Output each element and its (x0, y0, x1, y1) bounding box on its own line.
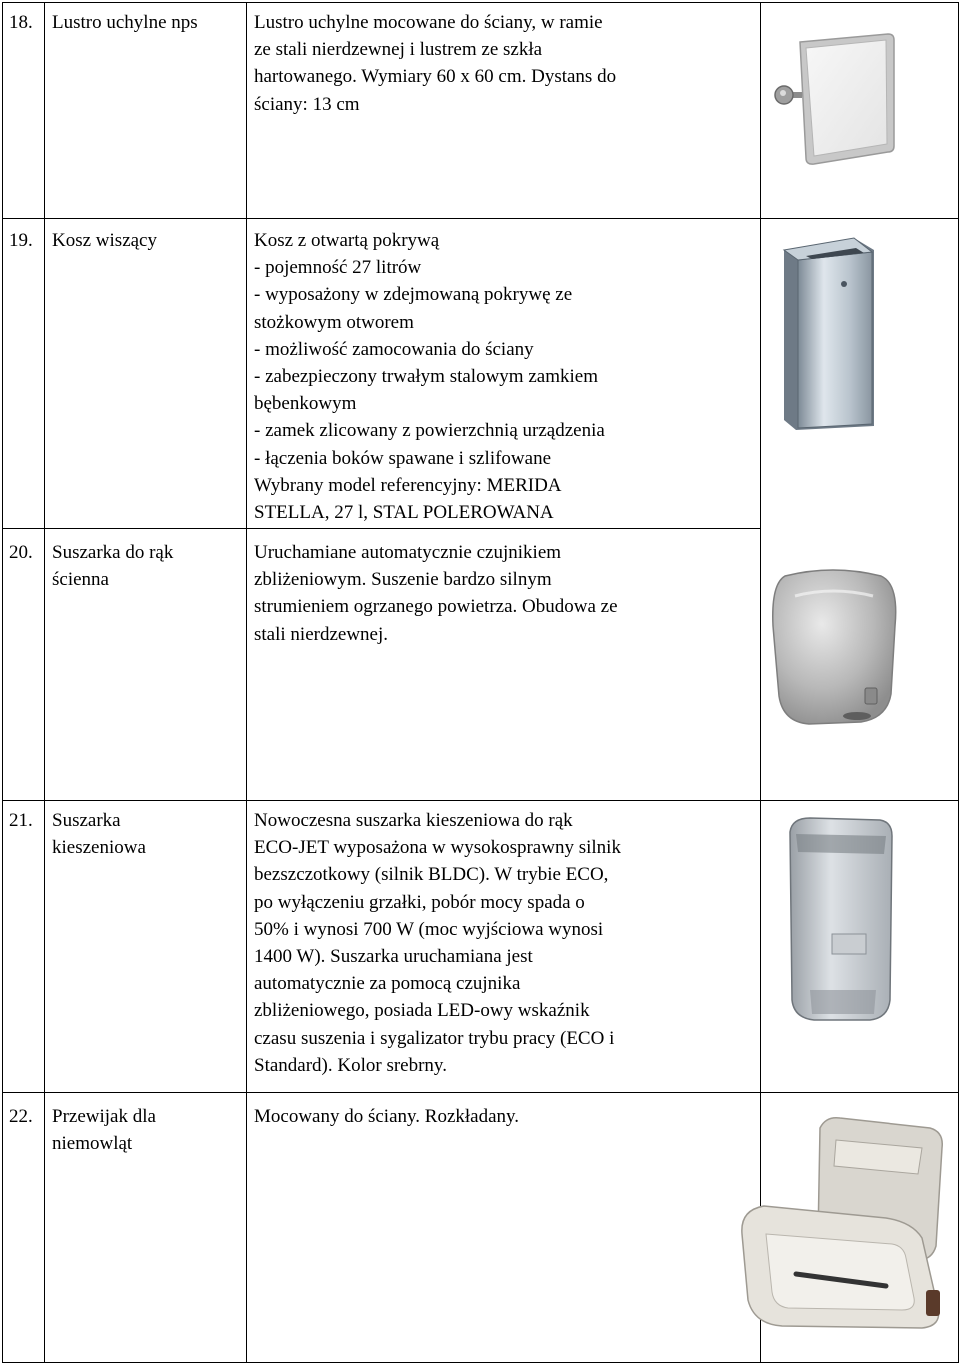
baby-changing-table-image (736, 1114, 952, 1336)
hanging-bin-image (782, 236, 882, 432)
item-number: 20. (9, 542, 33, 563)
wall-hand-dryer-image (765, 566, 901, 730)
item-number: 22. (9, 1106, 33, 1127)
item-name: Suszarka kieszeniowa (52, 810, 146, 858)
item-description: Kosz z otwartą pokrywą - pojemność 27 litrów - wyposażony w zdejmowaną pokrywę ze stożkowym otworem - możliwość zamocowania do ściany - zabezpieczony trwałym stalowym zamkiem bębenkowym - zamek zlicowany z powierzchnią urządzenia - łączenia boków spawane i szlifowane Wybrany model referencyjny: MERIDA STELLA, 27 l, STAL POLEROWANA (254, 230, 605, 524)
item-name: Przewijak dla niemowląt (52, 1106, 156, 1154)
item-name: Suszarka do rąk ścienna (52, 542, 174, 590)
item-number: 19. (9, 230, 33, 251)
item-name: Kosz wiszący (52, 230, 157, 251)
tilting-mirror-image (770, 30, 900, 170)
item-description: Uruchamiane automatycznie czujnikiem zbliżeniowym. Suszenie bardzo silnym strumieniem ogrzanego powietrza. Obudowa ze stali nierdzewnej. (254, 542, 618, 645)
item-number: 21. (9, 810, 33, 831)
pocket-hand-dryer-image (780, 814, 896, 1024)
item-description: Mocowany do ściany. Rozkładany. (254, 1106, 520, 1127)
item-name: Lustro uchylne nps (52, 12, 198, 33)
item-number: 18. (9, 12, 33, 33)
item-description: Nowoczesna suszarka kieszeniowa do rąk ECO-JET wyposażona w wysokosprawny silnik bezszczotkowy (silnik BLDC). W trybie ECO, po wyłączeniu grzałki, pobór mocy spada o 50% i wynosi 700 W (moc wyjściowa wynosi 1400 W). Suszarka uruchamiana jest automatycznie za pomocą czujnika zbliżeniowego, posiada LED-owy wskaźnik czasu suszenia i sygalizator trybu pracy (ECO i Standard). Kolor srebrny. (254, 810, 621, 1076)
item-description: Lustro uchylne mocowane do ściany, w ramie ze stali nierdzewnej i lustrem ze szkła hartowanego. Wymiary 60 x 60 cm. Dystans do ściany: 13 cm (254, 12, 617, 115)
